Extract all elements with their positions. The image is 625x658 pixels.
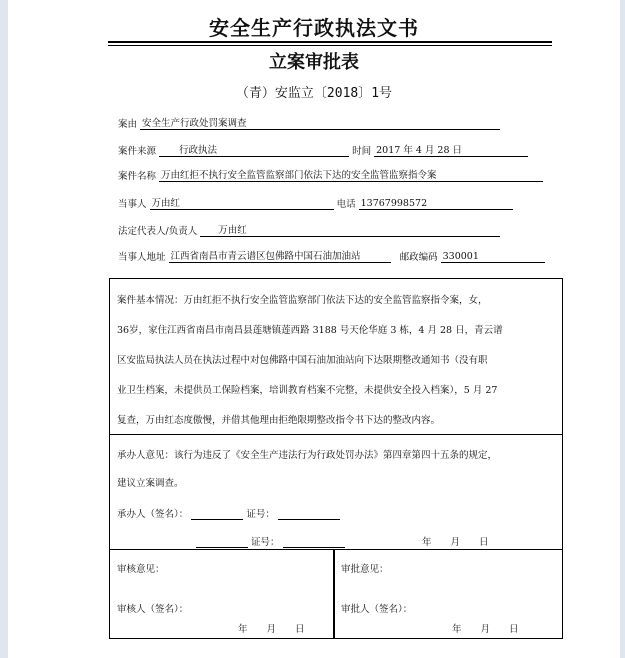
legal-rep-row <box>118 222 500 237</box>
case-cause-row <box>118 115 500 130</box>
review-box <box>109 549 335 639</box>
review-opinion-label: 审核意见： <box>117 564 165 575</box>
time-value: 2017 年 4 月 28 日 <box>374 142 528 157</box>
summary-line-2: 36岁，家住江西省南昌市南昌县莲塘镇莲西路 3188 号天伦华庭 3 栋，4 月 28 日，青云谱 <box>117 325 503 336</box>
phone-label: 电话 <box>336 199 356 210</box>
review-sign-label: 审核人（签名）： <box>117 604 189 615</box>
handler-opinion-box <box>109 433 563 550</box>
review-date: 年 月 日 <box>238 624 305 635</box>
approve-date: 年 月 日 <box>452 624 519 635</box>
handler-sign-row <box>117 506 340 520</box>
handler-date: 年 月 日 <box>422 537 489 548</box>
handler-sign-label: 承办人（签名）： <box>117 509 189 520</box>
document-number: （青）安监立〔2018〕1号 <box>235 86 393 101</box>
case-cause-value: 安全生产行政处罚案调查 <box>140 115 500 130</box>
summary-line-3: 区安监局执法人员在执法过程中对包佛路中国石油加油站向下达限期整改通知书（没有职 <box>117 355 488 366</box>
form-subtitle: 立案审批表 <box>269 52 359 73</box>
approve-opinion-label: 审批意见： <box>341 564 389 575</box>
origin-label: 案件来源 <box>118 146 157 157</box>
party-row <box>118 195 513 210</box>
summary-line-1: 案件基本情况：万由红拒不执行安全监管监察部门依法下达的安全监管监察指令案，女， <box>117 295 488 306</box>
origin-value: 行政执法 <box>159 142 349 157</box>
postcode-value: 330001 <box>441 251 545 263</box>
party-label: 当事人 <box>118 199 147 210</box>
legal-rep-label: 法定代表人/负责人 <box>118 226 198 237</box>
approve-sign-label: 审批人（签名）： <box>341 604 413 615</box>
case-summary-box <box>109 278 563 435</box>
title-divider <box>108 41 552 43</box>
handler-sign-blank-2[interactable] <box>196 547 248 548</box>
handler-cert-label: 证号： <box>246 509 275 520</box>
summary-line-4: 业卫生档案，未提供员工保险档案，培训教育档案不完整，未提供安全投入档案），5 月 27 <box>117 385 498 396</box>
phone-value: 13767998572 <box>359 198 513 210</box>
case-origin-row <box>118 142 528 157</box>
document-page <box>8 0 620 658</box>
document-title: 安全生产行政执法文书 <box>209 16 419 40</box>
case-name-label: 案件名称 <box>118 171 157 182</box>
party-value: 万由红 <box>150 195 334 210</box>
handler-cert-blank-2[interactable] <box>283 547 345 548</box>
postcode-label: 邮政编码 <box>399 252 438 263</box>
time-label: 时间 <box>352 146 372 157</box>
title-divider-thin <box>108 45 552 46</box>
case-name-row <box>118 167 543 182</box>
handler-opinion-line-1: 承办人意见：该行为违反了《安全生产违法行为行政处罚办法》第四章第四十五条的规定， <box>117 450 498 461</box>
case-name-value: 万由红拒不执行安全监管监察部门依法下达的安全监管监察指令案 <box>159 167 543 182</box>
case-cause-label: 案由 <box>118 119 138 130</box>
address-value: 江西省南昌市青云谱区包佛路中国石油加油站 <box>169 248 391 263</box>
approval-box <box>333 549 563 639</box>
legal-rep-value: 万由红 <box>200 222 500 237</box>
handler-sign-blank-1[interactable] <box>191 519 243 520</box>
address-row <box>118 248 545 263</box>
handler-sign-row-2 <box>196 534 345 548</box>
handler-opinion-line-2: 建议立案调查。 <box>117 478 184 489</box>
handler-cert-blank-1[interactable] <box>278 519 340 520</box>
summary-line-5: 复查，万由红态度傲慢，并借其他理由拒绝限期整改指令书下达的整改内容。 <box>117 415 441 426</box>
handler-cert-label-2: 证号： <box>251 537 280 548</box>
address-label: 当事人地址 <box>118 252 166 263</box>
